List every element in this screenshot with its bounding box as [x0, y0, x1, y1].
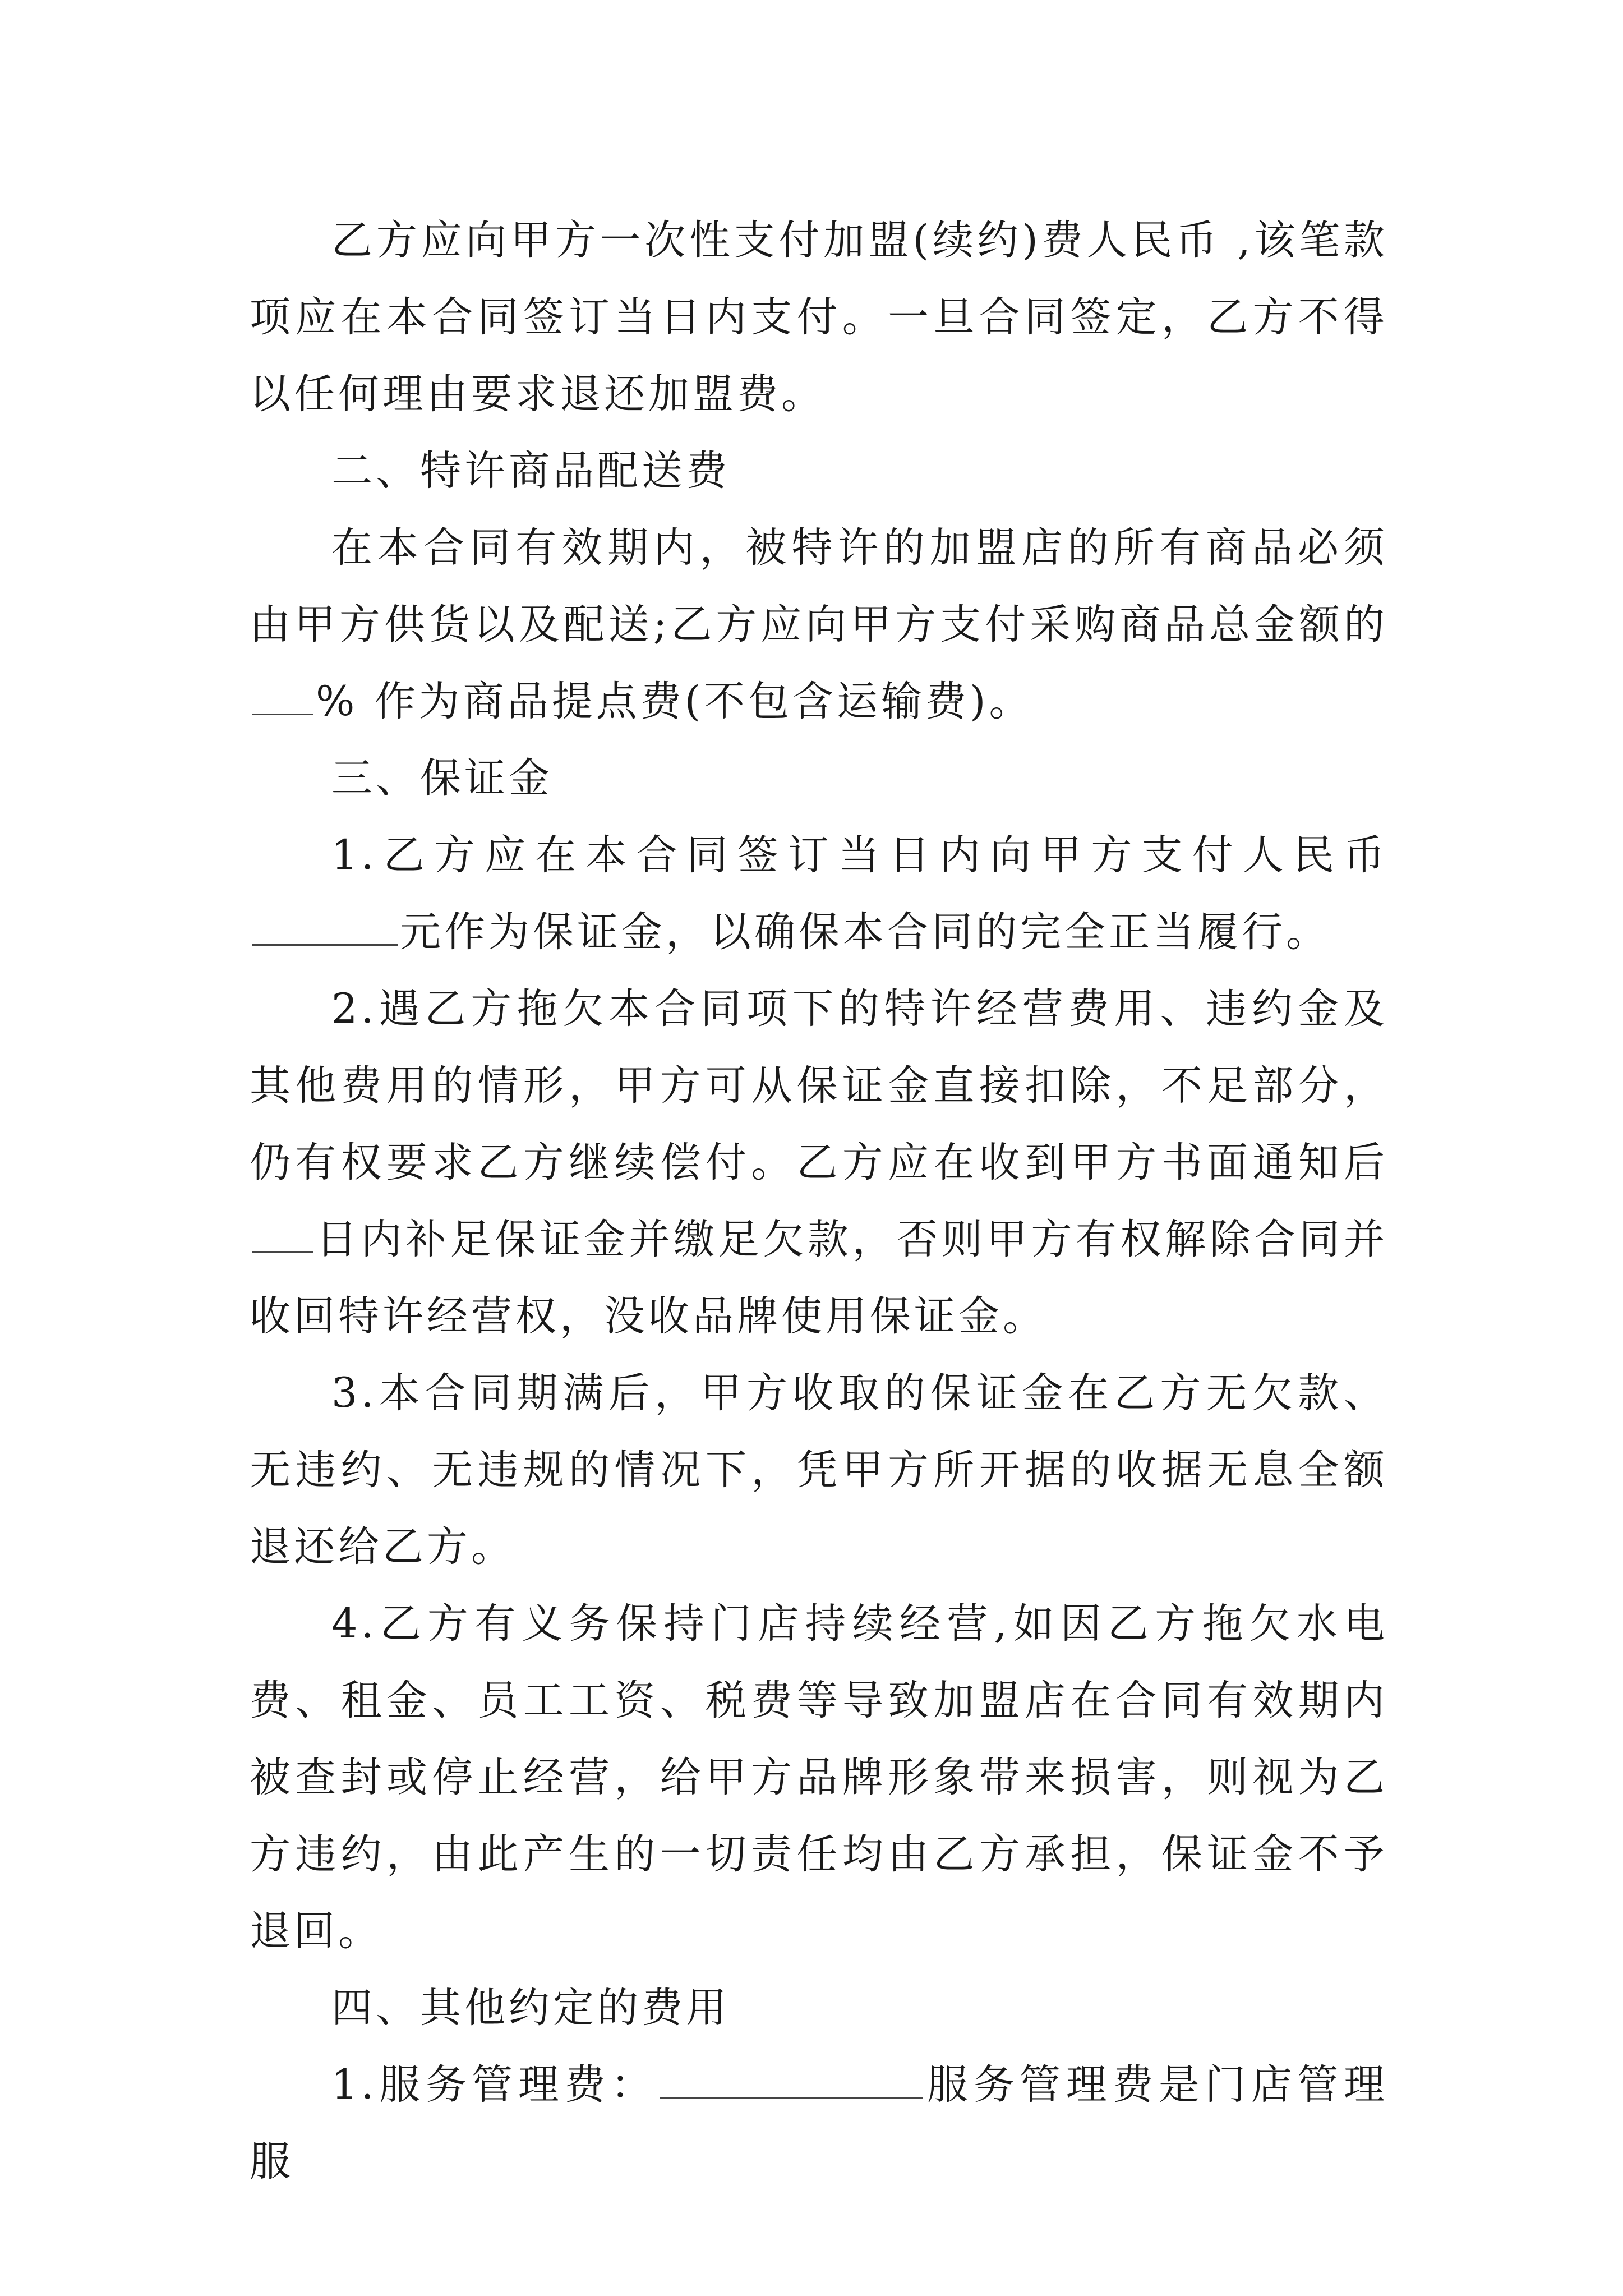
paragraph-text: 元作为保证金，以确保本合同的完全正当履行。 — [400, 908, 1330, 956]
paragraph-service-fee — [250, 2046, 1388, 2200]
heading-text: 二、特许商品配送费 — [331, 447, 730, 495]
paragraph-text: 在本合同有效期内，被特许的加盟店的所有商品必须由甲方供货以及配送;乙方应向甲方支付采购商品总金额的 — [250, 524, 1388, 648]
paragraph-text: 日内补足保证金并缴足欠款，否则甲方有权解除合同并收回特许经营权，没收品牌使用保证金。 — [250, 1216, 1388, 1340]
paragraph-text: 1.服务管理费： — [331, 2061, 657, 2109]
heading-delivery-fee — [250, 432, 1388, 509]
paragraph-deposit-1 — [250, 817, 1388, 970]
heading-text: 三、保证金 — [331, 754, 553, 802]
paragraph-text: 3.本合同期满后，甲方收取的保证金在乙方无欠款、无违约、无违规的情况下，凭甲方所开据的收据无息全额退还给乙方。 — [250, 1369, 1388, 1571]
days-blank — [252, 1211, 313, 1253]
heading-text: 四、其他约定的费用 — [331, 1984, 730, 2032]
paragraph-deposit-2 — [250, 970, 1388, 1355]
paragraph-text: 4.乙方有义务保持门店持续经营,如因乙方拖欠水电费、租金、员工工资、税费等导致加盟店在合同有效期内被查封或停止经营，给甲方品牌形象带来损害，则视为乙方违约，由此产生的一切责任均由乙方承担，保证金不予退回。 — [250, 1600, 1388, 1955]
heading-deposit — [250, 740, 1388, 817]
paragraph-deposit-4 — [250, 1585, 1388, 1970]
paragraph-franchise-fee — [250, 202, 1388, 432]
percent-blank — [252, 673, 313, 715]
paragraph-text: % 作为商品提点费(不包含运输费)。 — [316, 678, 1034, 725]
paragraph-text: 乙方应向甲方一次性支付加盟(续约)费人民币 ,该笔款项应在本合同签订当日内支付。一旦合同签定，乙方不得以任何理由要求退还加盟费。 — [250, 217, 1388, 418]
service-fee-blank — [660, 2056, 923, 2099]
paragraph-text: 1.乙方应在本合同签订当日内向甲方支付人民币 — [331, 831, 1388, 879]
paragraph-text: 服务管理费是门店管理服 — [250, 2061, 1388, 2185]
heading-other-fees — [250, 1970, 1388, 2046]
paragraph-text: 2.遇乙方拖欠本合同项下的特许经营费用、违约金及其他费用的情形，甲方可从保证金直接扣除，不足部分，仍有权要求乙方继续偿付。乙方应在收到甲方书面通知后 — [250, 985, 1388, 1186]
document-body — [250, 202, 1388, 2200]
paragraph-delivery-fee — [250, 509, 1388, 740]
paragraph-deposit-3 — [250, 1355, 1388, 1585]
amount-blank — [252, 903, 398, 946]
